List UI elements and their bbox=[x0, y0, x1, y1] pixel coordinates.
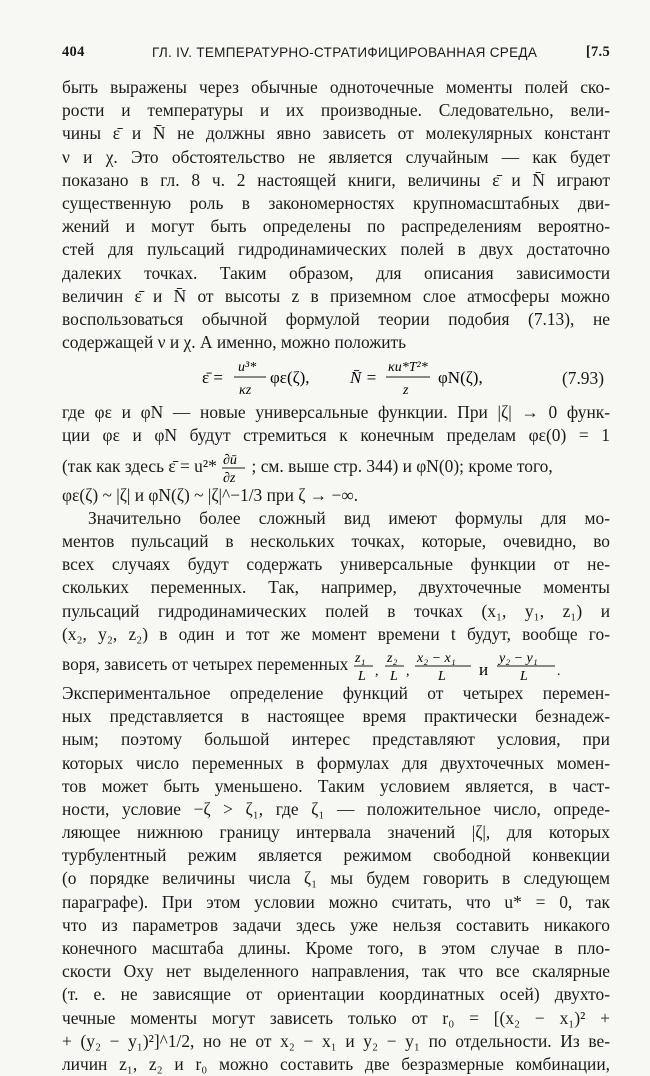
line-with-derivative bbox=[62, 448, 610, 484]
running-header bbox=[62, 44, 610, 68]
eq-fn-1: φε(ζ), bbox=[270, 368, 310, 388]
frac-num: y₂ − y₁ bbox=[498, 650, 538, 666]
text-line: (x₂, y₂, z₂) в один и тот же момент времени t будут, вообще го- bbox=[62, 623, 610, 644]
text-fragment: воря, зависеть от четырех переменных bbox=[62, 653, 349, 674]
text-line: ν и χ. Это обстоятельство не является случайным — как будет bbox=[62, 146, 610, 167]
formula bbox=[202, 356, 522, 405]
equation-number: (7.93) bbox=[561, 368, 604, 389]
text-line: содержащей ν и χ. А именно, можно положить bbox=[62, 332, 407, 353]
text-line: рости и температуры и их производные. Следовательно, вели- bbox=[62, 100, 610, 121]
eq-fn-2: φN(ζ), bbox=[438, 368, 483, 388]
text-line: тов может быть уменьшено. Таким условием является, в част- bbox=[62, 775, 610, 796]
text-line: величин ε̄ и N̄ от высоты z в приземном слое атмосферы можно bbox=[62, 285, 610, 306]
text-line: что из параметров задачи здесь уже нельзя составить никакого bbox=[62, 914, 610, 935]
frac-num: z₂ bbox=[386, 650, 398, 666]
text-body bbox=[62, 76, 610, 1076]
text-line: (т. е. не зависящие от ориентации координатных осей) двухто- bbox=[62, 984, 610, 1005]
text-line: стей для пульсаций гидродинамических полей в двух достаточно bbox=[62, 239, 610, 260]
paragraph-5 bbox=[62, 682, 610, 1076]
text-line: скольких переменных. Так, например, двухточечные моменты bbox=[62, 577, 610, 598]
derivative-fraction bbox=[221, 451, 247, 484]
text-line: существенную роль в закономерностях крупномасштабных дви- bbox=[62, 192, 610, 213]
text-line: жений и могут быть определены по распределениям вероятно- bbox=[62, 216, 610, 237]
text-line: скости Oxy нет выделенного направления, так что все скалярные bbox=[62, 961, 610, 982]
variable-fractions bbox=[353, 649, 565, 682]
text-line: ным; поэтому большой интерес представляют условия, при bbox=[62, 729, 610, 750]
frac-den: L bbox=[389, 668, 398, 682]
text-line: ментов пульсаций в нескольких точках, которые, очевидно, во bbox=[62, 531, 610, 551]
text-line: ных представляется в настоящее время практически безнадеж- bbox=[62, 706, 610, 727]
frac-num: z₁ bbox=[354, 650, 366, 666]
frac-num: ∂ū bbox=[223, 452, 238, 468]
text-line: быть выражены через обычные одноточечные моменты полей ско- bbox=[62, 77, 610, 97]
text-line: турбулентный режим является режимом свободной конвекции bbox=[62, 845, 610, 866]
text-line: ляющее нижнюю границу интервала значений |ζ|, для которых bbox=[62, 822, 610, 843]
paragraph-4 bbox=[62, 507, 610, 646]
text-line: показано в гл. 8 ч. 2 настоящей книги, величины ε̄ и N̄ играют bbox=[62, 169, 610, 190]
text-line: личин z₁, z₂ и r₀ можно составить две безразмерные комбинации, bbox=[62, 1053, 610, 1074]
frac-den: ∂z bbox=[223, 470, 236, 484]
svg-text:,: , bbox=[374, 663, 379, 679]
section-number: [7.5 bbox=[585, 44, 610, 60]
page-number: 404 bbox=[62, 44, 85, 60]
text-line: ции φε и φN будут стремиться к конечным пределам φε(0) = 1 bbox=[62, 425, 610, 446]
text-line: всех случаях будут содержать универсальные функции от не- bbox=[62, 554, 610, 575]
text-fragment: ; см. выше стр. 344) и φN(0); кроме того, bbox=[251, 455, 553, 476]
svg-text:,: , bbox=[405, 663, 410, 679]
text-period: . bbox=[556, 663, 561, 679]
eq-num-2: κu*T²* bbox=[388, 360, 428, 376]
frac-den: L bbox=[519, 668, 528, 682]
text-line: воспользоваться обычной формулой теории подобия (7.13), не bbox=[62, 308, 610, 329]
frac-num: x₂ − x₁ bbox=[416, 650, 456, 666]
paragraph-2 bbox=[62, 401, 610, 447]
eq-den-1: κz bbox=[239, 383, 252, 399]
paragraph-1 bbox=[62, 76, 610, 354]
eq-den-2: z bbox=[403, 383, 409, 399]
text-line: (о порядке величины числа ζ₁ мы будем говорить в следующем bbox=[62, 868, 610, 889]
eq-lhs-2: N̄ = bbox=[350, 368, 378, 388]
text-line: конечного масштаба длины. Кроме того, в этом случае в пло- bbox=[62, 938, 610, 958]
text-line: Экспериментальное определение функций от четырех перемен- bbox=[62, 682, 610, 703]
text-line: Значительно более сложный вид имеют формулы для мо- bbox=[88, 507, 610, 528]
text-line: параграфе). При этом условии можно считать, что u* = 0, так bbox=[62, 891, 610, 912]
text-line: φε(ζ) ~ |ζ| и φN(ζ) ~ |ζ|^−1/3 при ζ → −∞. bbox=[62, 484, 359, 505]
equation-svg bbox=[202, 356, 522, 400]
chapter-title: ГЛ. IV. ТЕМПЕРАТУРНО-СТРАТИФИЦИРОВАННАЯ СРЕДА bbox=[152, 45, 538, 60]
paragraph-3 bbox=[62, 484, 610, 507]
text-line: где φε и φN — новые универсальные функции. При |ζ| → 0 функ- bbox=[62, 402, 610, 423]
eq-lhs-1: ε̄ = bbox=[202, 368, 223, 388]
text-line: + (y₂ − y₁)²]^1/2, но не от x₂ − x₁ и y₂ − y₁ по отдельности. Из ве- bbox=[62, 1030, 610, 1051]
text-line: ности, условие −ζ > ζ₁, где ζ₁ — положительное число, опреде- bbox=[62, 798, 610, 819]
text-and: и bbox=[478, 659, 488, 679]
text-line: которых число переменных в формулах для двухточечных момен- bbox=[62, 752, 610, 773]
frac-den: L bbox=[357, 668, 366, 682]
text-line: далеких точках. Таким образом, для описания зависимости bbox=[62, 262, 610, 283]
text-line: пульсаций гидродинамических полей в точках (x₁, y₁, z₁) и bbox=[62, 600, 610, 621]
equation-7-93 bbox=[62, 356, 610, 400]
frac-den: L bbox=[437, 668, 446, 682]
text-line: чины ε̄ и N̄ не должны явно зависеть от молекулярных констант bbox=[62, 123, 610, 144]
text-fragment: (так как здесь ε̄ = u²* bbox=[62, 455, 217, 476]
text-line: чечные моменты могут зависеть только от r₀ = [(x₂ − x₁)² + bbox=[62, 1007, 610, 1028]
line-with-variables bbox=[62, 646, 610, 682]
eq-num-1: u³* bbox=[238, 360, 257, 376]
